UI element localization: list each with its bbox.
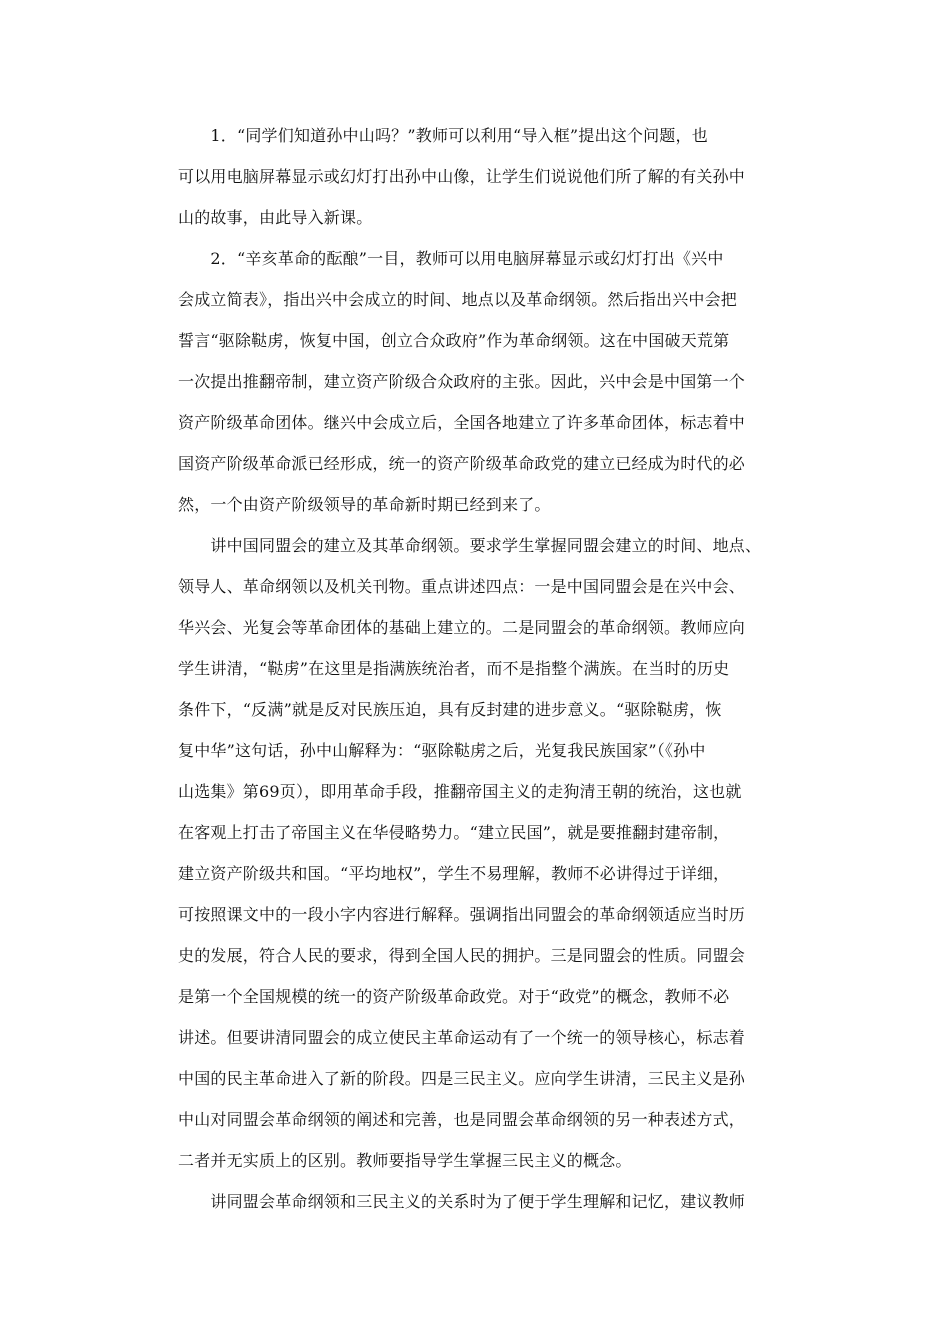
text-line: 讲述。但要讲清同盟会的成立使民主革命运动有了一个统一的领导核心，标志着 (178, 1028, 746, 1047)
text-line: 学生讲清，“鞑虏”在这里是指满族统治者，而不是指整个满族。在当时的历史 (178, 659, 730, 678)
text-line: 然，一个由资产阶级领导的革命新时期已经到来了。 (178, 495, 551, 514)
text-line: 中国的民主革命进入了新的阶段。四是三民主义。应向学生讲清，三民主义是孙 (178, 1069, 746, 1088)
text-line: 会成立简表》，指出兴中会成立的时间、地点以及革命纲领。然后指出兴中会把 (178, 290, 738, 309)
text-line: 山的故事，由此导入新课。 (178, 208, 373, 227)
text-line: 一次提出推翻帝制，建立资产阶级合众政府的主张。因此，兴中会是中国第一个 (178, 372, 746, 391)
text-line: 史的发展，符合人民的要求，得到全国人民的拥护。三是同盟会的性质。同盟会 (178, 946, 746, 965)
text-line: 资产阶级革命团体。继兴中会成立后，全国各地建立了许多革命团体，标志着中 (178, 413, 746, 432)
text-line: 讲中国同盟会的建立及其革命纲领。要求学生掌握同盟会建立的时间、地点、 (178, 536, 762, 555)
text-line: 中山对同盟会革命纲领的阐述和完善，也是同盟会革命纲领的另一种表述方式， (178, 1110, 746, 1129)
text-line: 领导人、革命纲领以及机关刊物。重点讲述四点：一是中国同盟会是在兴中会、 (178, 577, 746, 596)
text-line: 二者并无实质上的区别。教师要指导学生掌握三民主义的概念。 (178, 1151, 632, 1170)
text-line: 讲同盟会革命纲领和三民主义的关系时为了便于学生理解和记忆，建议教师 (178, 1192, 746, 1211)
text-line: 建立资产阶级共和国。“平均地权”，学生不易理解，教师不必讲得过于详细， (178, 864, 730, 883)
text-line: 可以用电脑屏幕显示或幻灯打出孙中山像，让学生们说说他们所了解的有关孙中 (178, 167, 746, 186)
text-line: 山选集》第69页），即用革命手段，推翻帝国主义的走狗清王朝的统治，这也就 (178, 782, 742, 801)
text-line: 华兴会、光复会等革命团体的基础上建立的。二是同盟会的革命纲领。教师应向 (178, 618, 746, 637)
text-line: 在客观上打击了帝国主义在华侵略势力。“建立民国”，就是要推翻封建帝制， (178, 823, 730, 842)
text-line: 誓言“驱除鞑虏，恢复中国，创立合众政府”作为革命纲领。这在中国破天荒第 (178, 331, 730, 350)
text-line: 条件下，“反满”就是反对民族压迫，具有反封建的进步意义。“驱除鞑虏，恢 (178, 700, 722, 719)
text-line: 复中华”这句话，孙中山解释为：“驱除鞑虏之后，光复我民族国家”（《孙中 (178, 741, 706, 760)
text-line: 可按照课文中的一段小字内容进行解释。强调指出同盟会的革命纲领适应当时历 (178, 905, 746, 924)
text-line: 2．“辛亥革命的酝酿”一目，教师可以用电脑屏幕显示或幻灯打出《兴中 (178, 249, 724, 268)
text-line: 国资产阶级革命派已经形成，统一的资产阶级革命政党的建立已经成为时代的必 (178, 454, 746, 473)
text-line: 1．“同学们知道孙中山吗？”教师可以利用“导入框”提出这个问题，也 (178, 126, 708, 145)
text-line: 是第一个全国规模的统一的资产阶级革命政党。对于“政党”的概念，教师不必 (178, 987, 730, 1006)
